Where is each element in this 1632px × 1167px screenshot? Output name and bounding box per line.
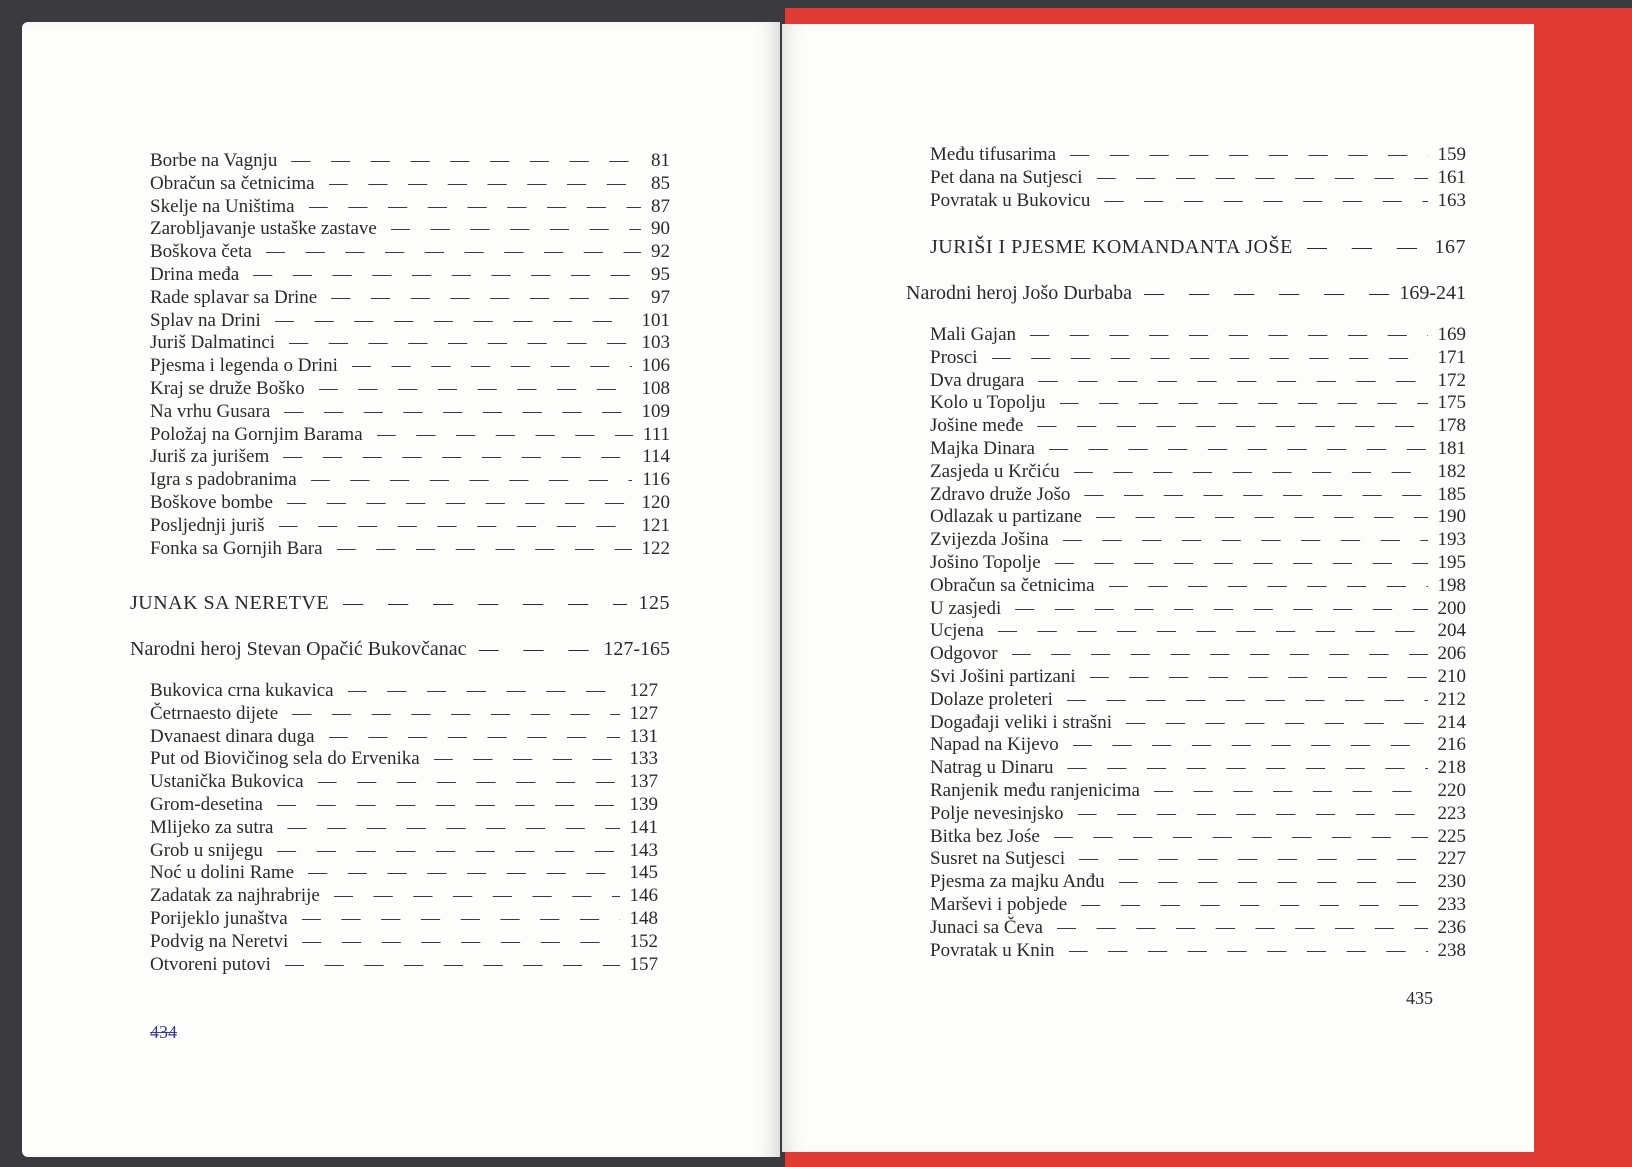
- toc-entry: [150, 794, 658, 817]
- toc-entry-page: 172: [1437, 369, 1466, 391]
- leader-dots: [1096, 506, 1428, 528]
- toc-entry-title: Fonka sa Gornjih Bara: [150, 537, 323, 559]
- toc-entry-title: Povratak u Knin: [930, 939, 1055, 961]
- toc-entry: [930, 324, 1466, 347]
- toc-entry-title: U zasjedi: [930, 597, 1002, 619]
- leader-dots: [279, 515, 632, 537]
- toc-entry-title: Odlazak u partizane: [930, 506, 1082, 528]
- page-number-left: 434: [150, 1022, 177, 1042]
- hero-title: Narodni heroj Stevan Opačić Bukovčanac: [130, 638, 467, 660]
- leader-dots: [309, 196, 641, 218]
- toc-entry: [930, 438, 1466, 461]
- toc-entry-page: 143: [629, 839, 658, 861]
- section-heading-junak: [130, 592, 670, 615]
- toc-entry-page: 238: [1437, 939, 1466, 961]
- toc-entry-title: Grom-desetina: [150, 793, 263, 815]
- toc-entry-title: Položaj na Gornjim Barama: [150, 423, 363, 445]
- toc-entry-page: 90: [651, 218, 670, 240]
- leader-dots: [1054, 826, 1428, 848]
- toc-entry: [150, 150, 670, 173]
- toc-entry: [150, 538, 670, 561]
- toc-entry-title: Susret na Sutjesci: [930, 848, 1066, 870]
- toc-entry: [150, 173, 670, 196]
- leader-dots: [1060, 392, 1428, 414]
- toc-entry: [150, 748, 658, 771]
- toc-entry-title: Jošino Topolje: [930, 551, 1041, 573]
- toc-entry: [930, 643, 1466, 666]
- leader-dots: [287, 817, 619, 839]
- toc-entry-title: Među tifusarima: [930, 144, 1057, 165]
- toc-entry-title: Boškove bombe: [150, 491, 273, 513]
- toc-entry: [150, 931, 658, 954]
- toc-entry-page: 200: [1437, 597, 1466, 619]
- toc-entry: [930, 803, 1466, 826]
- toc-entry: [930, 415, 1466, 438]
- toc-entry-page: 87: [651, 195, 670, 217]
- toc-entry-page: 85: [651, 172, 670, 194]
- toc-entry-page: 108: [641, 377, 670, 399]
- toc-entry: [150, 196, 670, 219]
- leader-dots: [266, 241, 641, 263]
- toc-entry-page: 127: [629, 680, 658, 701]
- toc-entry-page: 169: [1437, 324, 1466, 345]
- toc-entry-title: Marševi i pobjede: [930, 893, 1068, 915]
- hero-title: Narodni heroj Jošo Durbaba: [906, 282, 1133, 304]
- toc-entry-page: 101: [641, 309, 670, 331]
- leader-dots: [337, 538, 632, 560]
- toc-entry-title: Juriš Dalmatinci: [150, 332, 276, 354]
- toc-entry-title: Polje nevesinjsko: [930, 802, 1064, 824]
- toc-entry: [930, 940, 1466, 963]
- toc-entry-title: Mali Gajan: [930, 324, 1017, 345]
- toc-entry-title: Svi Jošini partizani: [930, 665, 1076, 687]
- toc-list-left-b: [150, 680, 658, 976]
- toc-entry: [150, 954, 658, 977]
- toc-entry-title: Zarobljavanje ustaške zastave: [150, 218, 377, 240]
- toc-entry-title: Povratak u Bukovicu: [930, 189, 1091, 211]
- toc-entry-page: 111: [642, 423, 670, 445]
- toc-entry-title: Zadatak za najhrabrije: [150, 885, 320, 907]
- toc-entry: [930, 620, 1466, 643]
- leader-dots: [1037, 415, 1427, 437]
- toc-entry-title: Događaji veliki i strašni: [930, 711, 1113, 733]
- leader-dots: [1154, 780, 1428, 802]
- toc-entry-page: 95: [651, 263, 670, 285]
- toc-entry: [930, 734, 1466, 757]
- leader-dots: [479, 638, 594, 661]
- toc-entry: [930, 552, 1466, 575]
- toc-entry-page: 175: [1437, 392, 1466, 414]
- toc-entry-title: Odgovor: [930, 643, 998, 665]
- toc-entry: [930, 347, 1466, 370]
- toc-entry-page: 139: [629, 793, 658, 815]
- toc-entry-page: 171: [1437, 346, 1466, 368]
- leader-dots: [334, 885, 620, 907]
- leader-dots: [1081, 894, 1427, 916]
- toc-entry-page: 163: [1437, 189, 1466, 211]
- toc-entry-page: 216: [1437, 734, 1466, 756]
- toc-entry-title: Rade splavar sa Drine: [150, 286, 318, 308]
- toc-entry-title: Put od Biovičinog sela do Ervenika: [150, 748, 420, 770]
- toc-entry-page: 225: [1437, 825, 1466, 847]
- leader-dots: [1119, 871, 1428, 893]
- toc-entry: [930, 666, 1466, 689]
- toc-entry-page: 181: [1437, 437, 1466, 459]
- toc-entry-page: 204: [1437, 620, 1466, 642]
- toc-entry-page: 157: [629, 953, 658, 975]
- toc-entry-title: Splav na Drini: [150, 309, 261, 331]
- toc-entry-page: 109: [641, 400, 670, 422]
- leader-dots: [1074, 461, 1428, 483]
- toc-entry: [150, 840, 658, 863]
- leader-dots: [1012, 643, 1428, 665]
- toc-entry: [930, 167, 1466, 190]
- leader-dots: [311, 469, 633, 491]
- leader-dots: [277, 794, 620, 816]
- toc-entry-title: Porijeklo junaštva: [150, 907, 288, 929]
- toc-entry-title: Pet dana na Sutjesci: [930, 166, 1083, 188]
- toc-entry: [930, 484, 1466, 507]
- section-page: 167: [1434, 236, 1466, 258]
- left-page: [22, 22, 780, 1157]
- toc-entry-title: Boškova četa: [150, 241, 252, 263]
- toc-entry-page: 122: [641, 537, 670, 559]
- toc-entry-page: 214: [1437, 711, 1466, 733]
- toc-entry-page: 121: [641, 514, 670, 536]
- toc-entry-page: 127: [629, 702, 658, 724]
- toc-entry-page: 212: [1437, 688, 1466, 710]
- leader-dots: [1038, 370, 1427, 392]
- hero-heading-joso: [906, 282, 1466, 305]
- leader-dots: [992, 347, 1428, 369]
- toc-entry-page: 159: [1437, 144, 1466, 165]
- leader-dots: [287, 492, 632, 514]
- toc-entry-title: Ranjenik među ranjenicima: [930, 779, 1140, 801]
- toc-entry: [930, 871, 1466, 894]
- leader-dots: [1073, 734, 1428, 756]
- toc-entry: [150, 310, 670, 333]
- toc-entry: [150, 817, 658, 840]
- toc-entry-title: Jošine međe: [930, 415, 1024, 437]
- leader-dots: [391, 218, 641, 240]
- leader-dots: [1104, 190, 1427, 212]
- toc-entry-page: 133: [629, 748, 658, 770]
- leader-dots: [308, 862, 619, 884]
- toc-entry-title: Skelje na Uništima: [150, 195, 295, 217]
- toc-entry-title: Bukovica crna kukavica: [150, 680, 334, 701]
- toc-list-right-b: [930, 324, 1466, 962]
- leader-dots: [1030, 324, 1427, 346]
- toc-entry-title: Zasjeda u Krčiću: [930, 460, 1060, 482]
- toc-entry: [150, 515, 670, 538]
- section-page: 125: [638, 592, 670, 614]
- toc-entry: [930, 712, 1466, 735]
- leader-dots: [1063, 529, 1428, 551]
- toc-entry: [150, 287, 670, 310]
- toc-entry-title: Junaci sa Čeva: [930, 916, 1043, 938]
- toc-entry-title: Otvoreni putovi: [150, 953, 271, 975]
- hero-heading-stevan: [130, 638, 670, 661]
- toc-entry-page: 185: [1437, 483, 1466, 505]
- toc-entry: [930, 780, 1466, 803]
- toc-entry-page: 193: [1437, 529, 1466, 551]
- toc-entry: [150, 355, 670, 378]
- toc-entry: [930, 190, 1466, 213]
- toc-entry: [150, 492, 670, 515]
- leader-dots: [318, 771, 620, 793]
- toc-list-right-a: [930, 144, 1466, 212]
- toc-entry-page: 103: [641, 332, 670, 354]
- toc-entry-title: Ustanička Bukovica: [150, 771, 304, 793]
- toc-entry: [150, 332, 670, 355]
- toc-entry: [930, 598, 1466, 621]
- toc-entry-page: 223: [1437, 802, 1466, 824]
- leader-dots: [1055, 552, 1428, 574]
- toc-entry: [930, 689, 1466, 712]
- toc-entry-page: 81: [651, 150, 670, 171]
- toc-entry-page: 233: [1437, 893, 1466, 915]
- page-number-right: 435: [1406, 988, 1433, 1008]
- leader-dots: [1070, 144, 1427, 166]
- toc-entry-title: Zdravo druže Jošo: [930, 483, 1071, 505]
- toc-entry: [150, 703, 658, 726]
- section-heading-jurisi: [930, 236, 1466, 259]
- toc-entry-title: Juriš za jurišem: [150, 446, 270, 468]
- toc-entry: [930, 529, 1466, 552]
- leader-dots: [285, 954, 620, 976]
- toc-entry: [930, 370, 1466, 393]
- toc-entry-title: Obračun sa četnicima: [150, 172, 315, 194]
- leader-dots: [253, 264, 641, 286]
- toc-entry-title: Podvig na Neretvi: [150, 930, 289, 952]
- toc-entry-title: Bitka bez Jośe: [930, 825, 1040, 847]
- right-page: [782, 24, 1534, 1152]
- toc-entry-page: 218: [1437, 757, 1466, 779]
- toc-entry: [930, 392, 1466, 415]
- toc-entry-page: 178: [1437, 415, 1466, 437]
- section-title: JURIŠI I PJESME KOMANDANTA JOŠE: [930, 236, 1293, 258]
- toc-entry-title: Natrag u Dinaru: [930, 757, 1054, 779]
- leader-dots: [1090, 666, 1428, 688]
- toc-entry-title: Kraj se druže Boško: [150, 377, 305, 399]
- toc-entry-page: 92: [651, 241, 670, 263]
- leader-dots: [329, 173, 641, 195]
- toc-entry: [930, 461, 1466, 484]
- toc-entry-page: 210: [1437, 665, 1466, 687]
- leader-dots: [1079, 848, 1427, 870]
- toc-entry-title: Obračun sa četnicima: [930, 574, 1095, 596]
- toc-entry: [150, 908, 658, 931]
- toc-entry: [930, 917, 1466, 940]
- leader-dots: [352, 355, 632, 377]
- toc-entry-title: Četrnaesto dijete: [150, 702, 279, 724]
- toc-entry-page: 141: [629, 816, 658, 838]
- leader-dots: [1144, 282, 1389, 305]
- toc-entry-title: Borbe na Vagnju: [150, 150, 278, 171]
- toc-entry-title: Drina međa: [150, 263, 240, 285]
- leader-dots: [1057, 917, 1428, 939]
- leader-dots: [302, 931, 619, 953]
- leader-dots: [291, 150, 641, 172]
- leader-dots: [1067, 689, 1428, 711]
- toc-entry-page: 220: [1437, 779, 1466, 801]
- leader-dots: [289, 332, 631, 354]
- toc-entry: [150, 378, 670, 401]
- leader-dots: [331, 287, 641, 309]
- leader-dots: [302, 908, 620, 930]
- toc-entry-page: 116: [642, 469, 670, 491]
- leader-dots: [1126, 712, 1427, 734]
- leader-dots: [1109, 575, 1428, 597]
- leader-dots: [329, 726, 620, 748]
- toc-entry: [150, 401, 670, 424]
- toc-entry-page: 131: [629, 725, 658, 747]
- leader-dots: [434, 748, 620, 770]
- toc-entry-title: Napad na Kijevo: [930, 734, 1059, 756]
- toc-entry-page: 236: [1437, 916, 1466, 938]
- toc-entry: [930, 894, 1466, 917]
- toc-entry-title: Prosci: [930, 346, 978, 368]
- toc-entry: [150, 862, 658, 885]
- toc-entry: [150, 885, 658, 908]
- toc-entry-page: 145: [629, 862, 658, 884]
- toc-entry-page: 152: [629, 930, 658, 952]
- toc-entry-page: 137: [629, 771, 658, 793]
- toc-entry-page: 114: [642, 446, 670, 468]
- toc-entry-page: 148: [629, 907, 658, 929]
- toc-entry-title: Dvanaest dinara duga: [150, 725, 315, 747]
- leader-dots: [1069, 940, 1428, 962]
- toc-entry-title: Majka Dinara: [930, 437, 1035, 459]
- leader-dots: [277, 840, 620, 862]
- toc-entry: [150, 218, 670, 241]
- toc-entry-title: Zvijezda Jošina: [930, 529, 1049, 551]
- toc-entry-title: Igra s padobranima: [150, 469, 297, 491]
- leader-dots: [998, 620, 1428, 642]
- leader-dots: [377, 424, 633, 446]
- toc-entry-page: 230: [1437, 871, 1466, 893]
- hero-page: 127-165: [603, 638, 670, 660]
- toc-list-left-a: [150, 150, 670, 560]
- hero-page: 169-241: [1399, 282, 1466, 304]
- toc-entry-title: Mlijeko za sutra: [150, 816, 274, 838]
- toc-entry-page: 120: [641, 491, 670, 513]
- toc-entry: [930, 757, 1466, 780]
- toc-entry-page: 198: [1437, 574, 1466, 596]
- leader-dots: [275, 310, 632, 332]
- leader-dots: [1067, 757, 1427, 779]
- toc-entry-title: Noć u dolini Rame: [150, 862, 295, 884]
- leader-dots: [1307, 236, 1423, 259]
- leader-dots: [292, 703, 619, 725]
- toc-entry-page: 106: [641, 355, 670, 377]
- toc-entry: [150, 771, 658, 794]
- toc-entry: [150, 424, 670, 447]
- toc-entry-title: Na vrhu Gusara: [150, 400, 271, 422]
- toc-entry: [930, 506, 1466, 529]
- toc-entry-page: 161: [1437, 166, 1466, 188]
- toc-entry-page: 227: [1437, 848, 1466, 870]
- toc-entry-title: Posljednji juriš: [150, 514, 265, 536]
- leader-dots: [1015, 598, 1427, 620]
- leader-dots: [1049, 438, 1428, 460]
- toc-entry-title: Pjesma i legenda o Drini: [150, 355, 338, 377]
- toc-entry-page: 182: [1437, 460, 1466, 482]
- toc-entry-page: 146: [629, 885, 658, 907]
- leader-dots: [284, 401, 631, 423]
- toc-entry: [150, 446, 670, 469]
- toc-entry: [930, 144, 1466, 167]
- toc-entry-title: Dva drugara: [930, 369, 1025, 391]
- leader-dots: [1097, 167, 1428, 189]
- toc-entry-page: 97: [651, 286, 670, 308]
- toc-entry-page: 195: [1437, 551, 1466, 573]
- leader-dots: [343, 592, 626, 615]
- leader-dots: [283, 446, 632, 468]
- toc-entry-title: Ucjena: [930, 620, 984, 642]
- toc-entry-title: Pjesma za majku Anđu: [930, 871, 1105, 893]
- toc-entry: [150, 726, 658, 749]
- toc-entry: [150, 264, 670, 287]
- toc-entry: [930, 575, 1466, 598]
- leader-dots: [348, 680, 620, 702]
- toc-entry-page: 190: [1437, 506, 1466, 528]
- leader-dots: [319, 378, 632, 400]
- toc-entry: [150, 680, 658, 703]
- leader-dots: [1084, 484, 1427, 506]
- toc-entry: [150, 469, 670, 492]
- toc-entry-page: 206: [1437, 643, 1466, 665]
- toc-entry-title: Grob u snijegu: [150, 839, 263, 861]
- toc-entry: [150, 241, 670, 264]
- toc-entry-title: Dolaze proleteri: [930, 688, 1053, 710]
- toc-entry-title: Kolo u Topolju: [930, 392, 1046, 414]
- toc-entry: [930, 826, 1466, 849]
- leader-dots: [1078, 803, 1428, 825]
- section-title: JUNAK SA NERETVE: [130, 592, 330, 614]
- toc-entry: [930, 848, 1466, 871]
